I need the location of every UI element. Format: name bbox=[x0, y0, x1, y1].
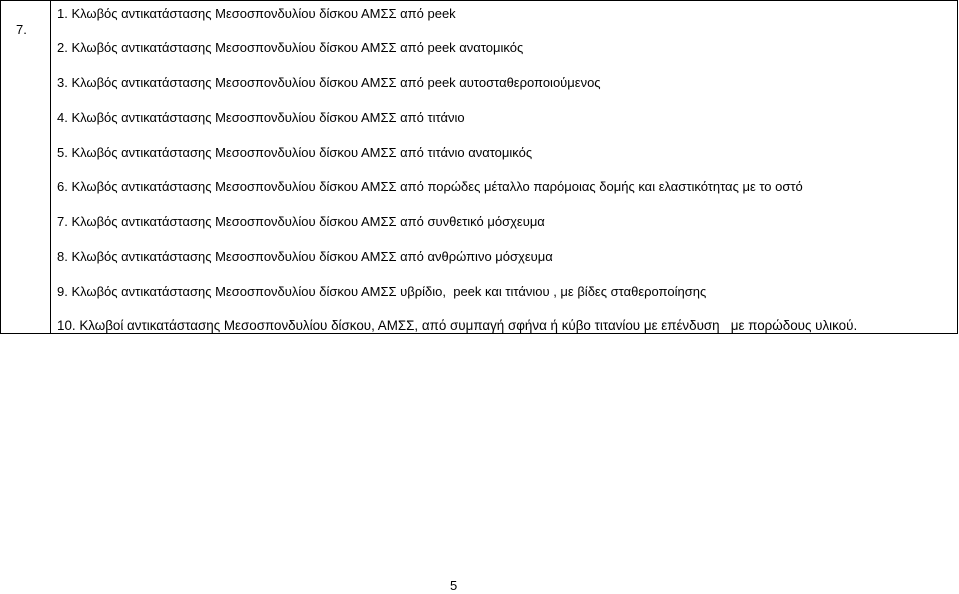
items-cell bbox=[51, 1, 957, 333]
list-item: 1. Κλωβός αντικατάστασης Μεσοσπονδυλίου δίσκου ΑΜΣΣ από peek bbox=[57, 6, 456, 21]
list-item: 5. Κλωβός αντικατάστασης Μεσοσπονδυλίου δίσκου ΑΜΣΣ από τιτάνιο ανατομικός bbox=[57, 145, 533, 160]
list-item: 6. Κλωβός αντικατάστασης Μεσοσπονδυλίου δίσκου ΑΜΣΣ από πορώδες μέταλλο παρόμοιας δομής και ελαστικότητας με το οστό bbox=[57, 179, 803, 194]
list-item: 3. Κλωβός αντικατάστασης Μεσοσπονδυλίου δίσκου ΑΜΣΣ από peek αυτοσταθεροποιούμενος bbox=[57, 75, 601, 90]
list-item: 2. Κλωβός αντικατάστασης Μεσοσπονδυλίου δίσκου ΑΜΣΣ από peek ανατομικός bbox=[57, 40, 524, 55]
page-number: 5 bbox=[450, 578, 458, 593]
row-number: 7. bbox=[16, 22, 27, 37]
list-item: 10. Κλωβοί αντικατάστασης Μεσοσπονδυλίου δίσκου, ΑΜΣΣ, από συμπαγή σφήνα ή κύβο τιτανίου με επένδυση με πορώδους υλικού. bbox=[57, 318, 858, 333]
list-item: 4. Κλωβός αντικατάστασης Μεσοσπονδυλίου δίσκου ΑΜΣΣ από τιτάνιο bbox=[57, 110, 465, 125]
list-item: 7. Κλωβός αντικατάστασης Μεσοσπονδυλίου δίσκου ΑΜΣΣ από συνθετικό μόσχευμα bbox=[57, 214, 545, 229]
list-item: 8. Κλωβός αντικατάστασης Μεσοσπονδυλίου δίσκου ΑΜΣΣ από ανθρώπινο μόσχευμα bbox=[57, 249, 553, 264]
list-item: 9. Κλωβός αντικατάστασης Μεσοσπονδυλίου δίσκου ΑΜΣΣ υβρίδιο, peek και τιτάνιου , με βίδες σταθεροποίησης bbox=[57, 284, 707, 299]
row-number-cell bbox=[1, 1, 51, 333]
